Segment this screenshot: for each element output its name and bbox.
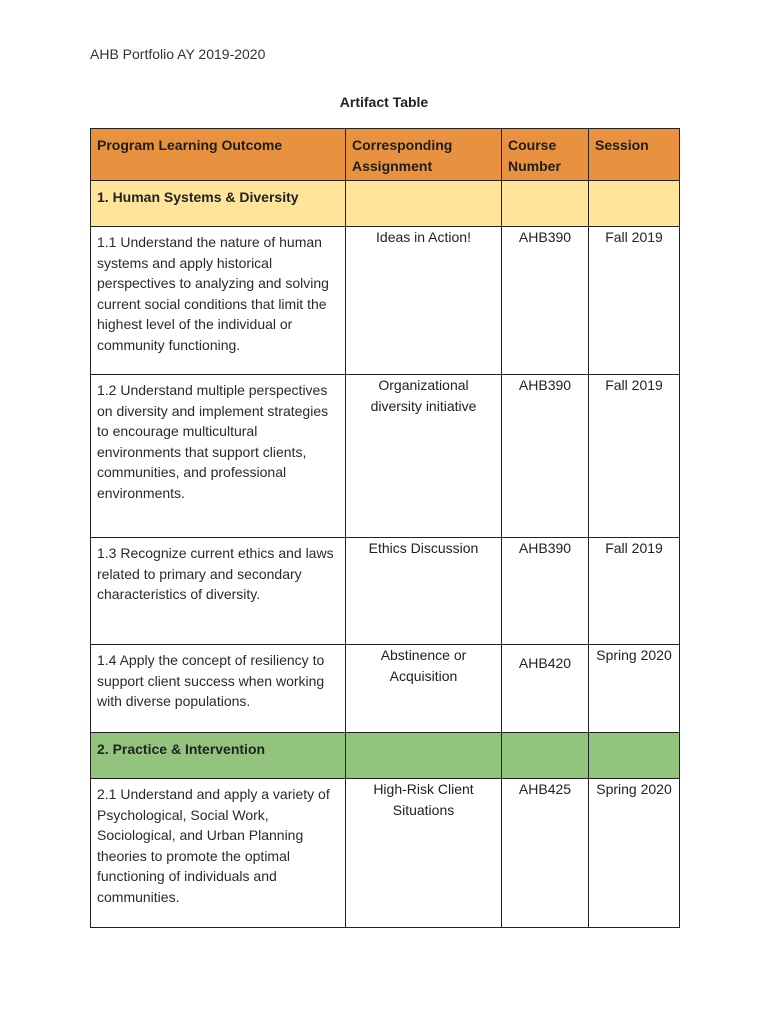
outcome-cell: 1.3 Recognize current ethics and laws related to primary and secondary characteristics of diversity. [91, 538, 346, 645]
table-title: Artifact Table [339, 94, 429, 110]
section-row-practice-intervention [91, 733, 680, 779]
assignment-cell: Ethics Discussion [346, 538, 502, 645]
document-header: AHB Portfolio AY 2019-2020 [90, 46, 266, 62]
column-header-outcome: Program Learning Outcome [91, 129, 346, 181]
table-row [91, 375, 680, 538]
column-header-assignment: Corresponding Assignment [346, 129, 502, 181]
table-header-row [91, 129, 680, 181]
session-cell: Fall 2019 [589, 538, 680, 645]
section-row-human-systems [91, 181, 680, 227]
column-header-course: Course Number [502, 129, 589, 181]
course-cell: AHB390 [502, 375, 589, 538]
artifact-table [90, 128, 680, 928]
outcome-cell: 2.1 Understand and apply a variety of Psychological, Social Work, Sociological, and Urban Planning theories to promote the optimal functioning of individuals and communities. [91, 779, 346, 928]
course-cell: AHB425 [502, 779, 589, 928]
column-header-session: Session [589, 129, 680, 181]
outcome-cell: 1.2 Understand multiple perspectives on diversity and implement strategies to encourage multicultural environments that support clients, communities, and professional environments. [91, 375, 346, 538]
section-label: 1. Human Systems & Diversity [91, 181, 346, 227]
course-cell: AHB390 [502, 227, 589, 375]
session-cell: Spring 2020 [589, 779, 680, 928]
table-row [91, 227, 680, 375]
table-row [91, 538, 680, 645]
session-cell: Spring 2020 [589, 645, 680, 733]
outcome-cell: 1.1 Understand the nature of human systems and apply historical perspectives to analyzing and solving current social conditions that limit the highest level of the individual or community functioning. [91, 227, 346, 375]
session-cell: Fall 2019 [589, 375, 680, 538]
session-cell: Fall 2019 [589, 227, 680, 375]
course-cell: AHB390 [502, 538, 589, 645]
table-row [91, 779, 680, 928]
assignment-cell: High-Risk Client Situations [346, 779, 502, 928]
outcome-cell: 1.4 Apply the concept of resiliency to support client success when working with diverse populations. [91, 645, 346, 733]
course-cell: AHB420 [502, 645, 589, 733]
assignment-cell: Ideas in Action! [346, 227, 502, 375]
section-label: 2. Practice & Intervention [91, 733, 346, 779]
table-row [91, 645, 680, 733]
assignment-cell: Abstinence or Acquisition [346, 645, 502, 733]
assignment-cell: Organizational diversity initiative [346, 375, 502, 538]
